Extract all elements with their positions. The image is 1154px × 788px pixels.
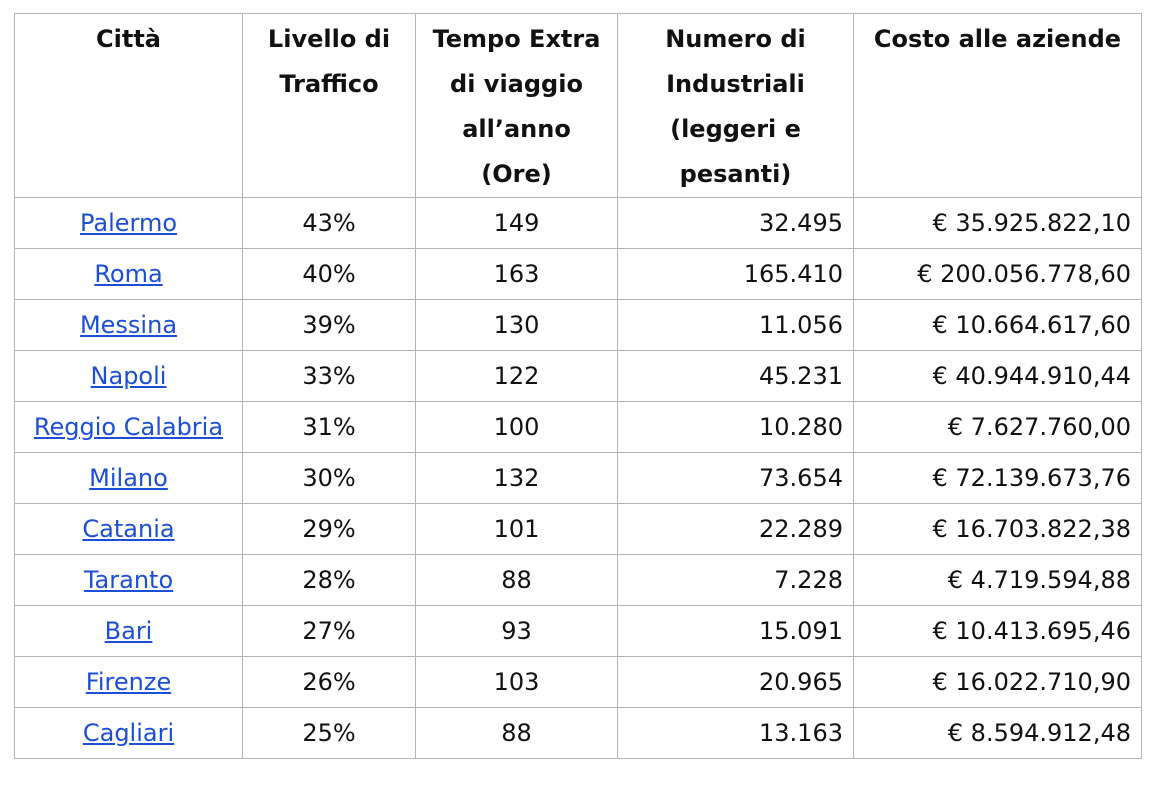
cell-vehicle-count: 15.091	[618, 606, 854, 657]
city-link[interactable]: Reggio Calabria	[33, 413, 224, 441]
table-row	[15, 453, 1142, 504]
cell-city	[15, 300, 243, 351]
header-business-cost: Costo alle aziende	[854, 14, 1142, 198]
cell-vehicle-count: 10.280	[618, 402, 854, 453]
cell-vehicle-count: 11.056	[618, 300, 854, 351]
table-row	[15, 555, 1142, 606]
cell-traffic-level: 33%	[243, 351, 416, 402]
header-traffic-level: Livello di Traffico	[243, 14, 416, 198]
cell-city	[15, 657, 243, 708]
city-link[interactable]: Taranto	[83, 566, 174, 594]
cell-extra-hours: 93	[416, 606, 618, 657]
cell-city	[15, 351, 243, 402]
table-row	[15, 300, 1142, 351]
city-link[interactable]: Napoli	[90, 362, 167, 390]
cell-extra-hours: 88	[416, 708, 618, 759]
cell-business-cost: € 7.627.760,00	[854, 402, 1142, 453]
cell-business-cost: € 72.139.673,76	[854, 453, 1142, 504]
cell-traffic-level: 29%	[243, 504, 416, 555]
cell-business-cost: € 16.703.822,38	[854, 504, 1142, 555]
table-row	[15, 249, 1142, 300]
cell-vehicle-count: 45.231	[618, 351, 854, 402]
header-city: Città	[15, 14, 243, 198]
cell-traffic-level: 31%	[243, 402, 416, 453]
cell-extra-hours: 122	[416, 351, 618, 402]
cell-traffic-level: 30%	[243, 453, 416, 504]
cell-traffic-level: 26%	[243, 657, 416, 708]
cell-extra-hours: 163	[416, 249, 618, 300]
table-row	[15, 198, 1142, 249]
table-row	[15, 708, 1142, 759]
cell-city	[15, 708, 243, 759]
table-row	[15, 504, 1142, 555]
cell-vehicle-count: 73.654	[618, 453, 854, 504]
cell-vehicle-count: 32.495	[618, 198, 854, 249]
traffic-table-container	[14, 13, 1142, 759]
cell-business-cost: € 10.664.617,60	[854, 300, 1142, 351]
cell-business-cost: € 10.413.695,46	[854, 606, 1142, 657]
cell-traffic-level: 25%	[243, 708, 416, 759]
table-row	[15, 402, 1142, 453]
cell-vehicle-count: 165.410	[618, 249, 854, 300]
table-row	[15, 606, 1142, 657]
city-link[interactable]: Roma	[94, 260, 163, 288]
cell-extra-hours: 149	[416, 198, 618, 249]
cell-extra-hours: 130	[416, 300, 618, 351]
cell-traffic-level: 43%	[243, 198, 416, 249]
cell-city	[15, 504, 243, 555]
cell-city	[15, 402, 243, 453]
city-link[interactable]: Bari	[104, 617, 153, 645]
table-row	[15, 657, 1142, 708]
cell-vehicle-count: 20.965	[618, 657, 854, 708]
cell-extra-hours: 101	[416, 504, 618, 555]
cell-traffic-level: 27%	[243, 606, 416, 657]
cell-city	[15, 249, 243, 300]
cell-business-cost: € 4.719.594,88	[854, 555, 1142, 606]
cell-city	[15, 453, 243, 504]
cell-business-cost: € 35.925.822,10	[854, 198, 1142, 249]
cell-business-cost: € 40.944.910,44	[854, 351, 1142, 402]
cell-city	[15, 198, 243, 249]
cell-extra-hours: 100	[416, 402, 618, 453]
city-link[interactable]: Palermo	[79, 209, 178, 237]
cell-vehicle-count: 13.163	[618, 708, 854, 759]
cell-city	[15, 555, 243, 606]
header-vehicle-count: Numero di Industriali (leggeri e pesanti)	[618, 14, 854, 198]
cell-traffic-level: 40%	[243, 249, 416, 300]
table-body	[15, 198, 1142, 759]
cell-extra-hours: 132	[416, 453, 618, 504]
cell-extra-hours: 88	[416, 555, 618, 606]
cell-vehicle-count: 22.289	[618, 504, 854, 555]
cell-vehicle-count: 7.228	[618, 555, 854, 606]
city-link[interactable]: Firenze	[85, 668, 172, 696]
cell-business-cost: € 200.056.778,60	[854, 249, 1142, 300]
city-link[interactable]: Messina	[79, 311, 178, 339]
city-link[interactable]: Milano	[89, 464, 168, 492]
cell-city	[15, 606, 243, 657]
table-header-row	[15, 14, 1142, 198]
table-row	[15, 351, 1142, 402]
cell-business-cost: € 16.022.710,90	[854, 657, 1142, 708]
cell-business-cost: € 8.594.912,48	[854, 708, 1142, 759]
city-link[interactable]: Cagliari	[82, 719, 175, 747]
cell-traffic-level: 28%	[243, 555, 416, 606]
traffic-cost-table	[14, 13, 1142, 759]
header-extra-hours: Tempo Extra di viaggio all’anno (Ore)	[416, 14, 618, 198]
cell-traffic-level: 39%	[243, 300, 416, 351]
city-link[interactable]: Catania	[82, 515, 175, 543]
cell-extra-hours: 103	[416, 657, 618, 708]
